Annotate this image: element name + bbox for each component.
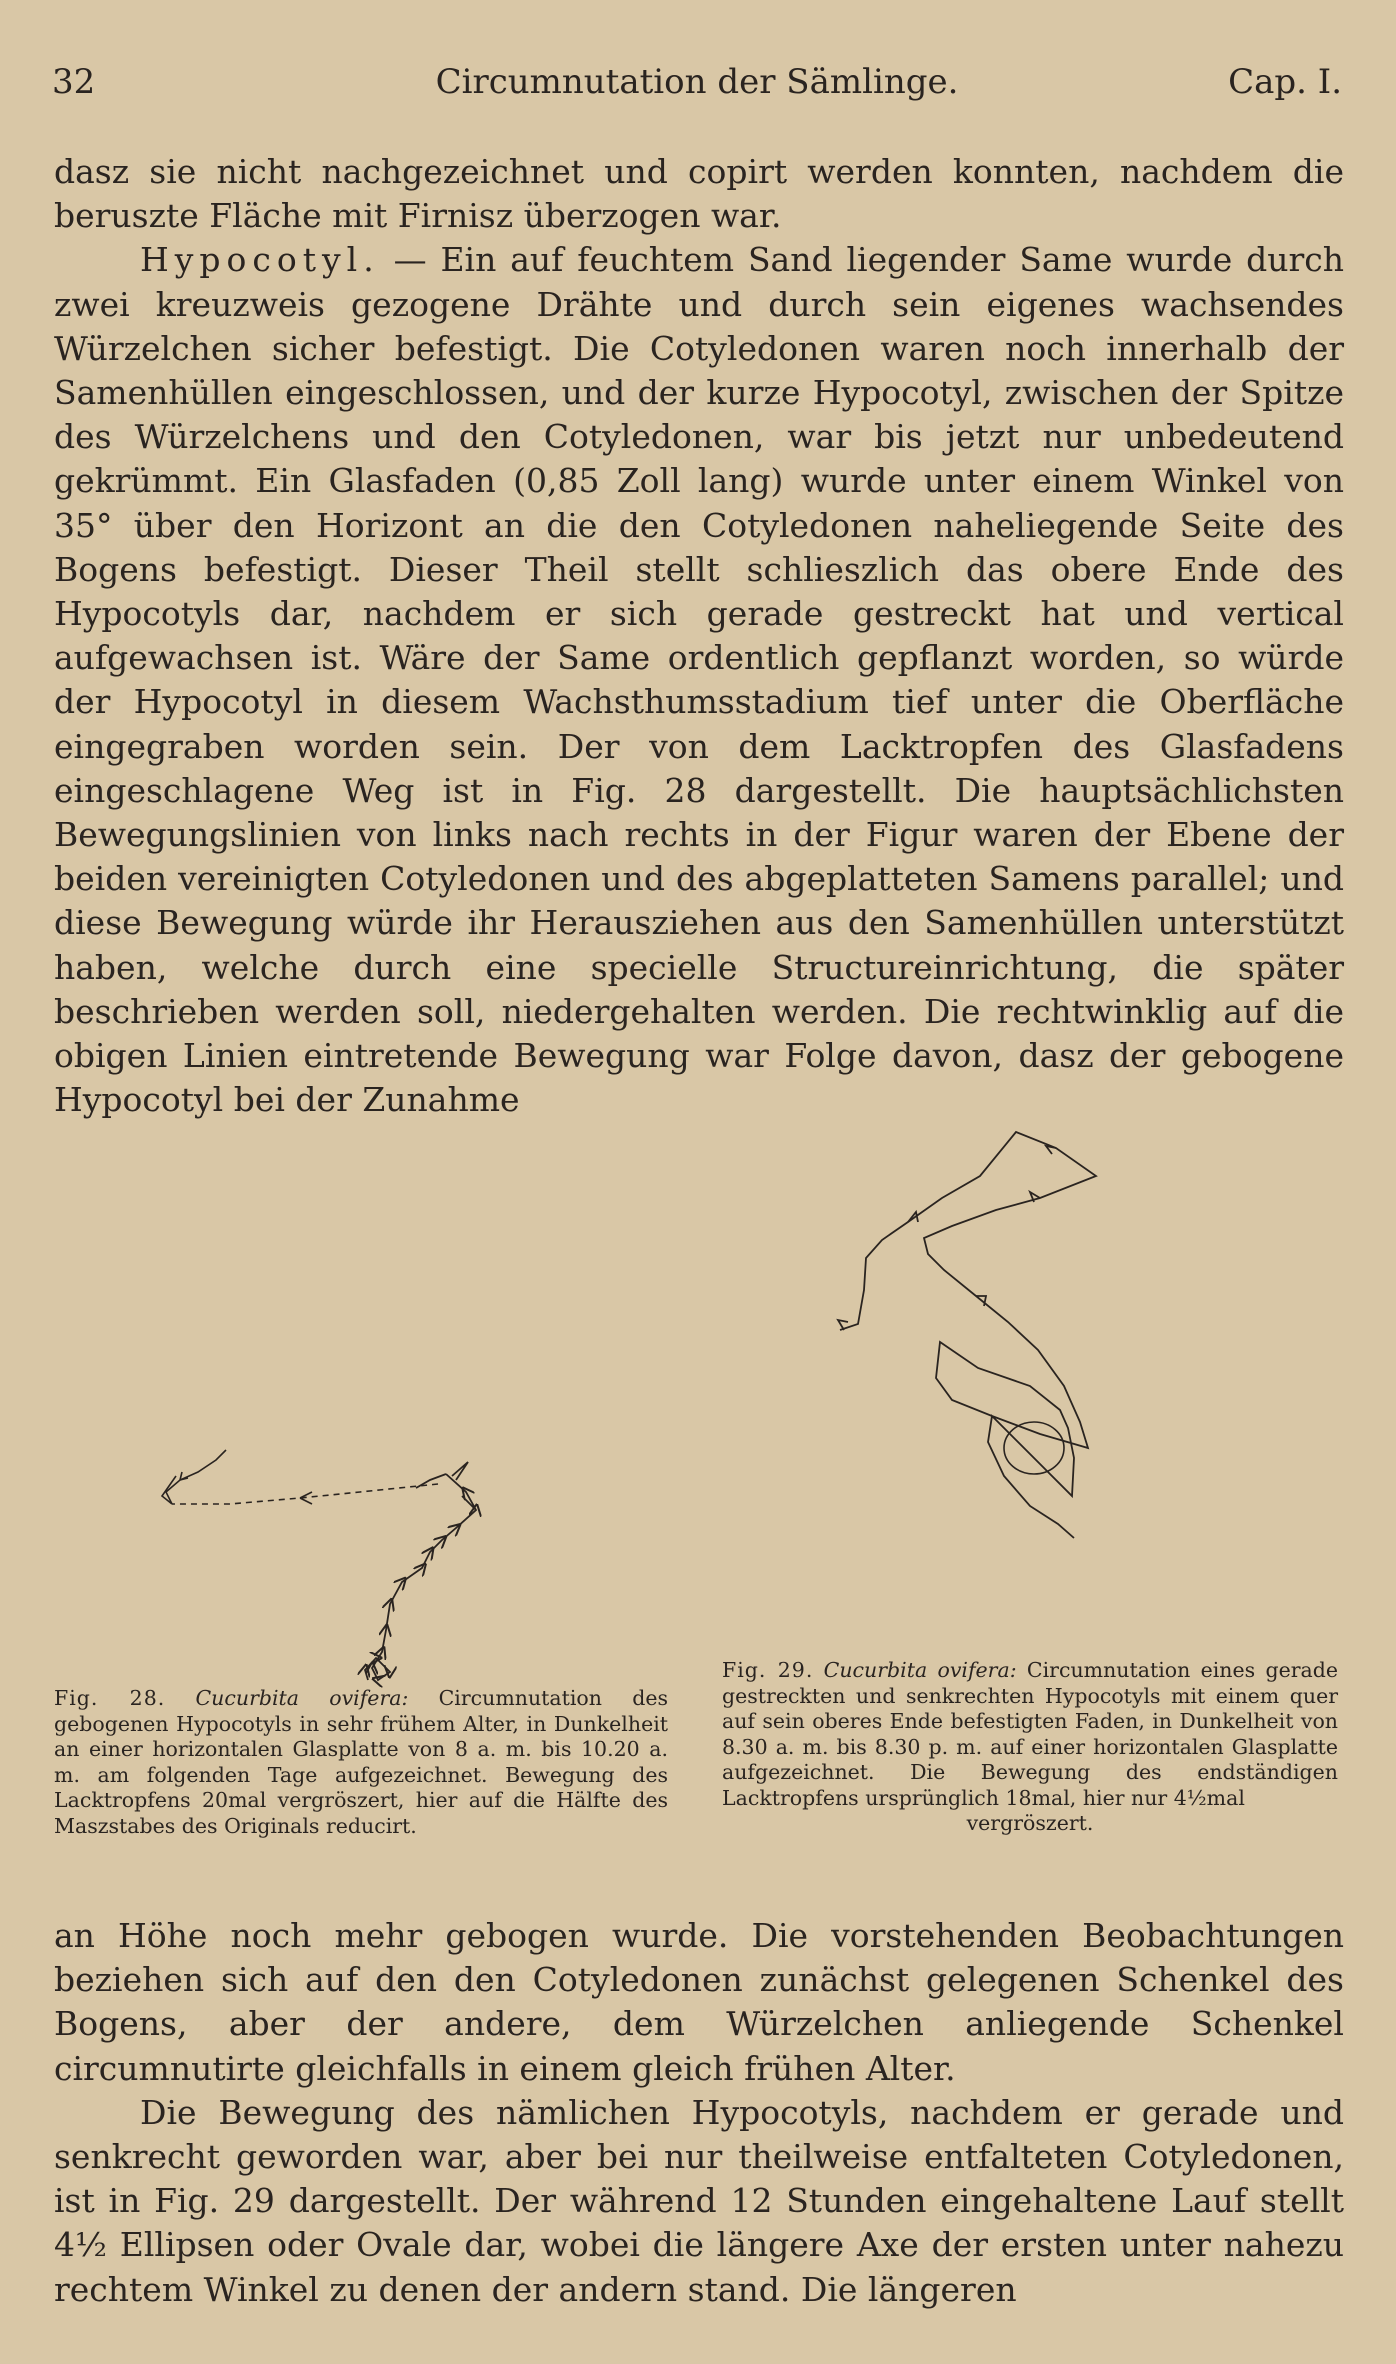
body-text-top (54, 150, 1344, 1122)
running-title: Circumnutation der Sämlinge. (435, 62, 959, 102)
figure-28-path (365, 1462, 476, 1680)
caption-label: Fig. 28. (54, 1686, 166, 1710)
figure-28-dashed-path (162, 1450, 438, 1504)
caption-species: Cucurbita ovifera: (195, 1686, 409, 1710)
paragraph: dasz sie nicht nachgezeichnet und copirt werden konnten, nachdem die beruszte Fläche mit Firnisz überzogen war. (54, 152, 1344, 236)
caption-last-line: vergröszert. (966, 1811, 1094, 1835)
paragraph: Die Bewegung des nämlichen Hypocotyls, nachdem er gerade und senkrecht geworden war, aber bei nur theilweise entfalteten Cotyledonen, ist in Fig. 29 dargestellt. Der während 12 Stunden eingehaltene Lauf stellt 4½ Ellipsen oder Ovale dar, wobei die längere Axe der ersten unter nahezu rechtem Winkel zu denen der andern stand. Die längeren (54, 2092, 1344, 2309)
figure-29-path (838, 1132, 1096, 1538)
caption-label: Fig. 29. (722, 1658, 814, 1682)
paragraph-text: — Ein auf feuchtem Sand liegender Same wurde durch zwei kreuzweis gezogene Drähte und durch sein eigenes wachsendes Würzelchen sicher befestigt. Die Cotyledonen waren noch innerhalb der Samenhüllen eingeschlossen, und der kurze Hypocotyl, zwischen der Spitze des Würzelchens und den Cotyledonen, war bis jetzt nur unbedeutend gekrümmt. Ein Glasfaden (0,85 Zoll lang) wurde unter einem Winkel von 35° über den Horizont an die den Cotyledonen naheliegende Seite des Bogens befestigt. Dieser Theil stellt schlieszlich das obere Ende des Hypocotyls dar, nachdem er sich gerade gestreckt hat und vertical aufgewachsen ist. Wäre der Same ordentlich gepflanzt worden, so würde der Hypocotyl in diesem Wachsthumsstadium tief unter die Oberfläche eingegraben worden sein. Der von dem Lacktropfen des Glasfadens eingeschlagene Weg ist in Fig. 28 dargestellt. Die hauptsächlichsten Bewegungslinien von links nach rechts in der Figur waren der Ebene der beiden vereinigten Cotyledonen und des abgeplatteten Samens parallel; und diese Bewegung würde ihr Herausziehen aus den Samenhüllen unterstützt haben, welche durch eine specielle Structureinrichtung, die später beschrieben werden soll, niedergehalten werden. Die rechtwinklig auf die obigen Linien eintretende Bewegung war Folge davon, dasz der gebogene Hypocotyl bei der Zunahme (54, 240, 1344, 1120)
figure-29-tracing (820, 1118, 1180, 1638)
paragraph (54, 238, 1344, 1122)
body-text-bottom (54, 1914, 1344, 2312)
figure-28-caption (54, 1686, 668, 1839)
figure-28-tracing (140, 1380, 600, 1690)
section-lead: Hypocotyl. (140, 240, 380, 280)
page-number: 32 (52, 62, 96, 102)
figure-29-caption (722, 1658, 1338, 1837)
chapter-label: Cap. I. (1228, 62, 1342, 102)
paragraph: an Höhe noch mehr gebogen wurde. Die vorstehenden Beobachtungen beziehen sich auf den den Cotyledonen zunächst gelegenen Schenkel des Bogens, aber der andere, dem Würzelchen anliegende Schenkel circumnutirte gleichfalls in einem gleich frühen Alter. (54, 1916, 1344, 2088)
page-header (52, 62, 1342, 112)
caption-species: Cucurbita ovifera: (823, 1658, 1017, 1682)
caption-text: Circumnutation eines gerade gestreckten und senkrechten Hypocotyls mit einem quer auf sein oberes Ende befestigten Faden, in Dunkelheit von 8.30 a. m. bis 8.30 p. m. auf einer horizontalen Glasplatte aufgezeichnet. Die Bewegung des endständigen Lacktropfens ursprünglich 18mal, hier nur 4½mal (722, 1658, 1338, 1810)
caption-text: Circumnutation des gebogenen Hypocotyls in sehr frühem Alter, in Dunkelheit an einer horizontalen Glasplatte von 8 a. m. bis 10.20 a. m. am folgenden Tage aufgezeichnet. Bewegung des Lacktropfens 20mal vergröszert, hier auf die Hälfte des Maszstabes des Originals reducirt. (54, 1686, 668, 1838)
